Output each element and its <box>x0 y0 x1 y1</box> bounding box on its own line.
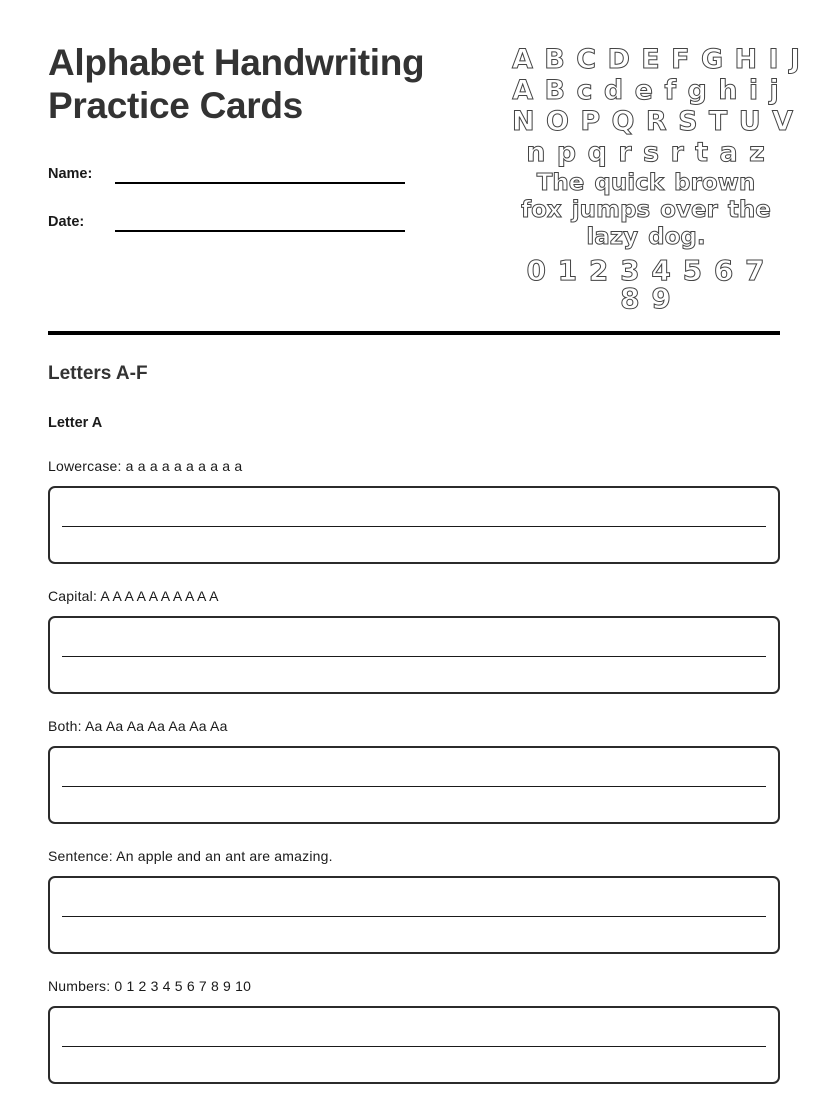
sample-uppercase-row-2: N O P Q R S T U V <box>512 106 794 137</box>
practice-box-capital[interactable] <box>48 616 780 694</box>
section-title: Letters A-F <box>48 363 148 385</box>
name-field-input-line[interactable] <box>115 182 405 184</box>
page-title: Alphabet Handwriting Practice Cards <box>48 42 425 126</box>
practice-label-numbers: Numbers: 0 1 2 3 4 5 6 7 8 9 10 <box>48 978 252 995</box>
sample-uppercase-row-1: A B C D E F G H I J <box>512 44 802 75</box>
practice-group-numbers <box>48 978 780 1084</box>
practice-baseline <box>62 1046 766 1047</box>
sample-numbers-row: 0 1 2 3 4 5 6 7 8 9 <box>526 254 766 316</box>
letter-title: Letter A <box>48 415 103 432</box>
practice-box-lowercase[interactable] <box>48 486 780 564</box>
worksheet-header <box>48 0 802 316</box>
practice-group-lowercase <box>48 458 780 564</box>
date-field-input-line[interactable] <box>115 230 405 232</box>
practice-label-lowercase: Lowercase: a a a a a a a a a a <box>48 458 243 475</box>
practice-baseline <box>62 916 766 917</box>
practice-label-both: Both: Aa Aa Aa Aa Aa Aa Aa <box>48 718 228 735</box>
alphabet-outline-sample <box>512 42 802 316</box>
sample-lowercase-row-1: A B c d e f g h i j <box>512 75 780 106</box>
practice-baseline <box>62 656 766 657</box>
header-left-column <box>48 42 478 262</box>
practice-label-capital: Capital: A A A A A A A A A A <box>48 588 219 605</box>
sample-pangram-sentence: The quick brown fox jumps over the lazy dog. <box>521 170 771 251</box>
practice-baseline <box>62 786 766 787</box>
practice-box-both[interactable] <box>48 746 780 824</box>
practice-group-sentence <box>48 848 780 954</box>
practice-group-capital <box>48 588 780 694</box>
practice-label-sentence: Sentence: An apple and an ant are amazing. <box>48 848 333 865</box>
practice-group-both <box>48 718 780 824</box>
practice-box-sentence[interactable] <box>48 876 780 954</box>
date-field-row <box>48 214 478 236</box>
letters-section <box>48 335 780 1084</box>
practice-box-numbers[interactable] <box>48 1006 780 1084</box>
date-field-label: Date: <box>48 213 85 230</box>
name-field-row <box>48 166 478 188</box>
name-field-label: Name: <box>48 165 93 182</box>
sample-lowercase-row-2: n p q r s r t a z <box>526 137 766 168</box>
practice-baseline <box>62 526 766 527</box>
